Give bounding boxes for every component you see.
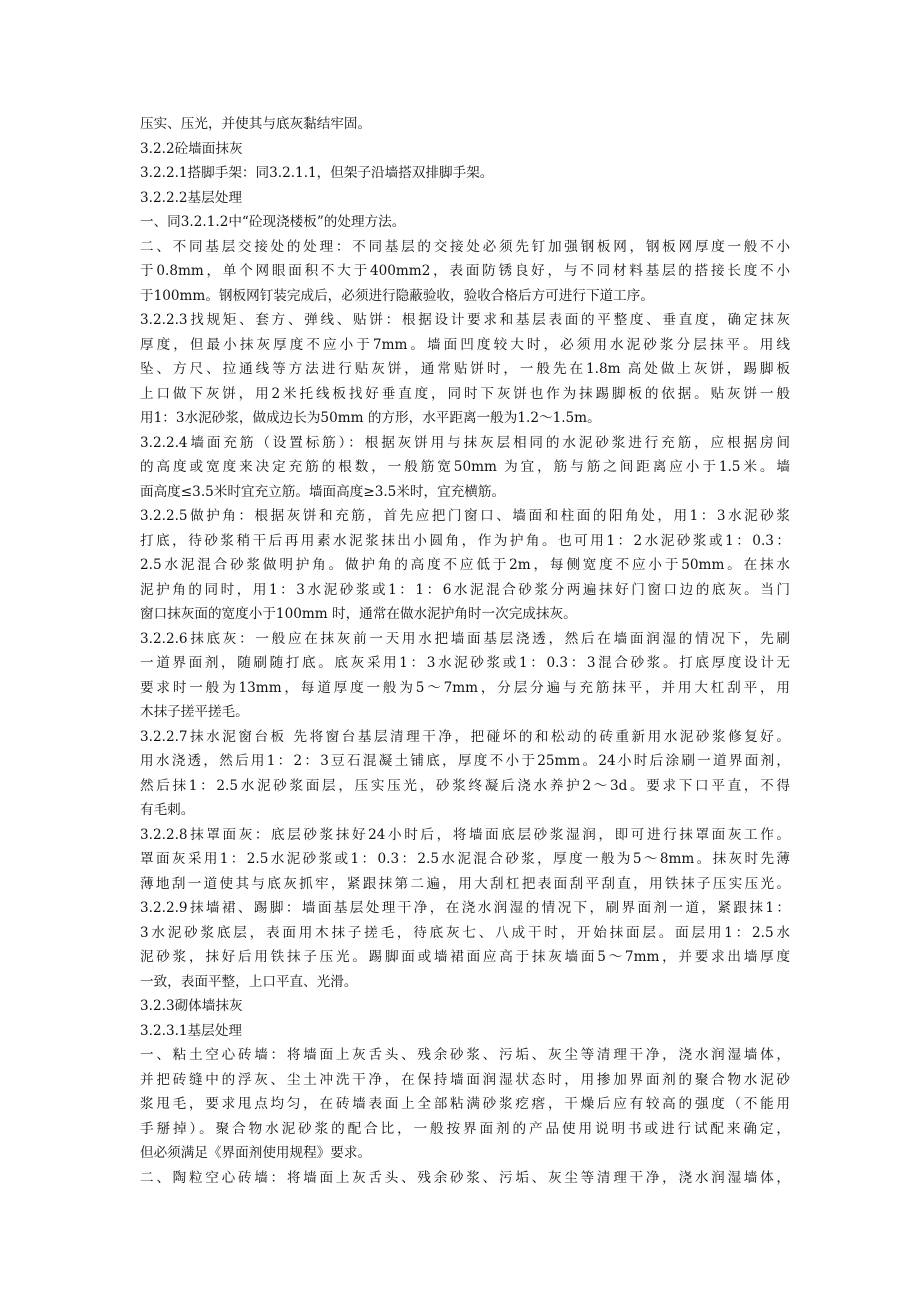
text-line: 面高度≤3.5米时宜充立筋。墙面高度≥3.5米时，宜充横筋。 (140, 483, 506, 500)
text-line: 坠、方尺、拉通线等方法进行贴灰饼，通常贴饼时，一般先在1.8m 高处做上灰饼，踢脚板 (140, 361, 790, 377)
text-line: 并把砖缝中的浮灰、尘土冲洗干净，在保持墙面润湿状态时，用掺加界面剂的聚合物水泥砂 (140, 1071, 790, 1088)
text-line: 3.2.2.6抹底灰：一般应在抹灰前一天用水把墙面基层浇透，然后在墙面润湿的情况下，先刷 (140, 630, 790, 647)
text-line: 3水泥砂浆底层，表面用木抹子搓毛，待底灰七、八成干时，开始抹面层。面层用1：2.5水 (140, 924, 790, 941)
text-line: 泥护角的同时，用1：3水泥砂浆或1：1：6水泥混合砂浆分两遍抹好门窗口边的底灰。当门 (140, 581, 790, 598)
text-line: 3.2.2.5做护角：根据灰饼和充筋，首先应把门窗口、墙面和柱面的阳角处，用1：3水泥砂浆 (140, 508, 790, 524)
text-line: 要求时一般为13mm，每道厚度一般为5～7mm，分层分遍与充筋抹平，并用大杠刮平，用 (140, 679, 790, 696)
text-line: 木抹子搓平搓毛。 (140, 704, 249, 720)
section-heading: 3.2.2砼墙面抹灰 (140, 140, 243, 157)
text-line: 3.2.2.8抹罩面灰：底层砂浆抹好24小时后，将墙面底层砂浆湿润，即可进行抹罩面灰工作。 (140, 826, 790, 843)
text-line: 手掰掉）。聚合物水泥砂浆的配合比，一般按界面剂的产品使用说明书或进行试配来确定， (140, 1120, 790, 1137)
text-line: 的高度或宽度来决定充筋的根数，一般筋宽50mm 为宜，筋与筋之间距离应小于1.5米。墙 (140, 459, 790, 475)
text-line: 于0.8mm，单个网眼面积不大于400mm2，表面防锈良好，与不同材料基层的搭接长度不小 (140, 263, 790, 279)
text-line: 用水浇透，然后用1：2：3豆石混凝土铺底，厚度不小于25mm。24小时后涂刷一道界面剂， (140, 753, 790, 769)
text-line: 有毛刺。 (140, 802, 195, 818)
text-line: 罩面灰采用1：2.5水泥砂浆或1：0.3：2.5水泥混合砂浆，厚度一般为5～8mm。抹灰时先薄 (140, 851, 790, 867)
text-line: 然后抹1：2.5水泥砂浆面层，压实压光，砂浆终凝后浇水养护2～3d。要求下口平直，不得 (140, 777, 790, 794)
text-line: 泥砂浆，抹好后用铁抹子压光。踢脚面或墙裙面应高于抹灰墙面5～7mm，并要求出墙厚度 (140, 949, 790, 965)
document-body (140, 112, 790, 1190)
section-heading: 3.2.2.2基层处理 (140, 189, 242, 206)
text-line: 2.5水泥混合砂浆做明护角。做护角的高度不应低于2m，每侧宽度不应小于50mm。在抹水 (140, 557, 790, 573)
text-line: 浆甩毛，要求甩点均匀，在砖墙表面上全部粘满砂浆疙瘩，干燥后应有较高的强度（不能用 (140, 1096, 790, 1112)
text-line: 3.2.2.1搭脚手架：同3.2.1.1，但架子沿墙搭双排脚手架。 (140, 165, 494, 181)
text-line: 打底，待砂浆稍干后再用素水泥浆抹出小圆角，作为护角。也可用1：2水泥砂浆或1：0.3： (140, 532, 790, 549)
text-line: 一道界面剂，随刷随打底。底灰采用1：3水泥砂浆或1：0.3：3混合砂浆。打底厚度设计无 (140, 655, 790, 671)
text-line: 压实、压光，并使其与底灰黏结牢固。 (140, 116, 372, 132)
text-line: 一、粘土空心砖墙：将墙面上灰舌头、残余砂浆、污垢、灰尘等清理干净，浇水润湿墙体， (140, 1047, 790, 1063)
text-line: 3.2.2.7抹水泥窗台板 先将窗台基层清理干净，把碰坏的和松动的砖重新用水泥砂浆修复好。 (140, 728, 790, 745)
text-line: 二、陶粒空心砖墙：将墙面上灰舌头、残余砂浆、污垢、灰尘等清理干净，浇水润湿墙体， (140, 1169, 790, 1186)
text-line: 二、不同基层交接处的处理：不同基层的交接处必须先钉加强钢板网，钢板网厚度一般不小 (140, 238, 790, 255)
text-line: 用1：3水泥砂浆，做成边长为50mm 的方形，水平距离一般为1.2～1.5m。 (140, 410, 601, 426)
text-line: 3.2.2.3找规矩、套方、弹线、贴饼：根据设计要求和基层表面的平整度、垂直度，确定抹灰 (140, 312, 790, 328)
text-line: 3.2.2.9抹墙裙、踢脚：墙面基层处理干净，在浇水润湿的情况下，刷界面剂一道，紧跟抹1： (140, 900, 790, 916)
text-line: 厚度，但最小抹灰厚度不应小于7mm。墙面凹度较大时，必须用水泥砂浆分层抹平。用线 (140, 336, 790, 353)
text-line: 上口做下灰饼，用2米托线板找好垂直度，同时下灰饼也作为抹踢脚板的依据。贴灰饼一般 (140, 385, 790, 402)
text-line: 于100mm。钢板网钉装完成后，必须进行隐蔽验收，验收合格后方可进行下道工序。 (140, 287, 654, 304)
text-line: 3.2.2.4墙面充筋（设置标筋）：根据灰饼用与抹灰层相同的水泥砂浆进行充筋，应根据房间 (140, 434, 790, 451)
text-line: 一致，表面平整，上口平直、光滑。 (140, 973, 358, 990)
text-line: 一、同3.2.1.2中“砼现浇楼板”的处理方法。 (140, 214, 406, 230)
section-heading: 3.2.3砌体墙抹灰 (140, 998, 243, 1014)
text-line: 窗口抹灰面的宽度小于100mm 时，通常在做水泥护角时一次完成抹灰。 (140, 606, 577, 622)
text-line: 但必须满足《界面剂使用规程》要求。 (140, 1145, 372, 1161)
text-line: 薄地刮一道使其与底灰抓牢，紧跟抹第二遍，用大刮杠把表面刮平刮直，用铁抹子压实压光。 (140, 875, 790, 892)
section-heading: 3.2.3.1基层处理 (140, 1022, 242, 1039)
